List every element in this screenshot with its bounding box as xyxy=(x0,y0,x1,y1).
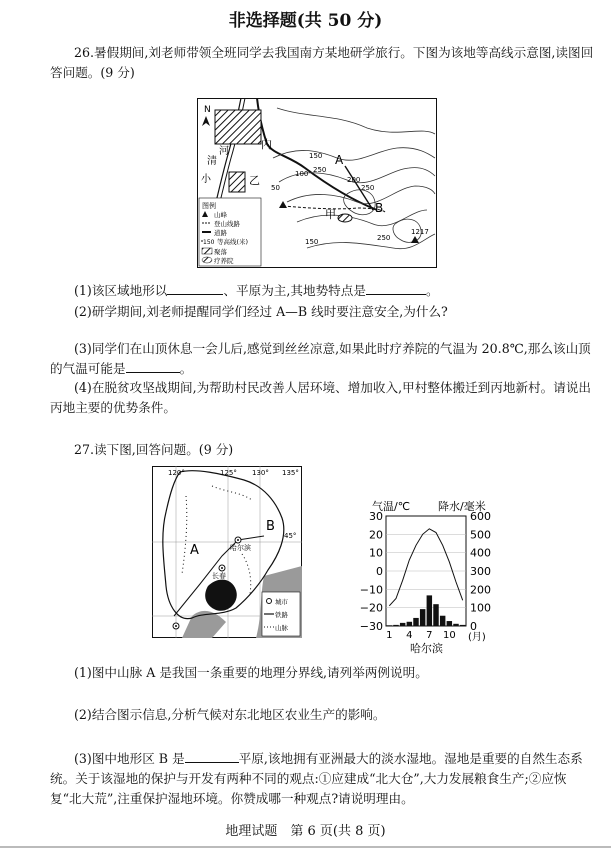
q27-s3-text-b: 平原,该地拥有亚洲最大的淡水湿地。湿地是重要的自然生态系统。关于该湿地的保护与开发有两种不同的观点:①应建成“北大仓”,大力发展粮食生产;②应恢复“北大荒”,注重保护湿地环境。你赞成哪一种观点?请说明理由。 xyxy=(50,751,583,806)
contour-label-3: 150 xyxy=(309,152,323,160)
q27-s3-text-a: (3)图中地形区 B 是 xyxy=(74,751,185,766)
precip-bar-4 xyxy=(407,622,412,626)
legend-railway: 铁路 xyxy=(275,611,288,619)
precip-bar-2 xyxy=(393,625,398,626)
legend-mountain: 山脉 xyxy=(275,624,288,632)
precip-tick-label: 300 xyxy=(470,565,491,578)
north-label: N xyxy=(204,105,211,115)
legend-peak: 山峰 xyxy=(214,211,227,219)
sanatorium-icon xyxy=(202,257,212,263)
x-tick-label: 1 xyxy=(386,630,393,641)
q27-s3 xyxy=(50,749,595,809)
q26-s3-text-b: 。 xyxy=(179,361,193,376)
chart-station: 哈尔滨 xyxy=(410,642,443,654)
q26-intro: 26.暑假期间,刘老师带领全班同学去我国南方某地研学旅行。下图为该地等高线示意图,读图回答问题。(9 分) xyxy=(50,45,594,80)
temp-tick-label: −30 xyxy=(359,620,383,633)
contour-label-2: 100 xyxy=(295,170,309,178)
legend-route: 登山线路 xyxy=(214,220,240,228)
precip-tick-label: 600 xyxy=(470,510,491,523)
precip-tick-label: 0 xyxy=(470,620,477,633)
legend-settlement: 聚落 xyxy=(214,248,227,256)
northeast-china-map xyxy=(152,466,302,638)
precip-bar-11 xyxy=(453,624,458,626)
q26-s3 xyxy=(50,339,595,379)
city-harbin: 哈尔滨 xyxy=(230,544,251,552)
q27-s3-blank[interactable] xyxy=(185,750,239,763)
legend-sanatorium: 疗养院 xyxy=(214,257,234,265)
q26-s3-text-a: (3)同学们在山顶休息一会儿后,感觉到丝丝凉意,如果此时疗养院的气温为 20.8℃,那么该山顶的气温可能是 xyxy=(50,341,591,376)
chart-precip-axis-title: 降水/毫米 xyxy=(438,500,486,513)
precip-bar-10 xyxy=(447,621,452,626)
legend-contour: 等高线(米) xyxy=(217,238,249,246)
place-jia: 甲 xyxy=(325,208,336,221)
precip-bar-6 xyxy=(420,609,425,626)
precip-bar-8 xyxy=(433,604,438,626)
q27-s2: (2)结合图示信息,分析气候对东北地区农业生产的影响。 xyxy=(74,707,386,722)
precip-bar-5 xyxy=(413,618,418,626)
temp-tick-label: −20 xyxy=(359,601,383,615)
river-char-1: 清 xyxy=(207,156,217,167)
q26-s1 xyxy=(50,281,595,301)
precip-bar-9 xyxy=(440,616,445,626)
city-icon xyxy=(267,599,272,604)
river-char-3: 小 xyxy=(201,174,211,185)
legend-contour-number: 150 xyxy=(203,239,215,246)
place-nei: 内 xyxy=(261,138,272,151)
contour-label-4: 200 xyxy=(347,176,361,184)
precip-tick-label: 500 xyxy=(470,528,491,542)
q27-s1: (1)图中山脉 A 是我国一条重要的地理分界线,请列举两例说明。 xyxy=(74,665,428,680)
label-plain-b: B xyxy=(266,519,275,534)
precip-tick-label: 400 xyxy=(470,546,491,560)
legend-road: 道路 xyxy=(214,229,227,237)
lon-125: 125° xyxy=(220,469,237,477)
q26-s4: (4)在脱贫攻坚战期间,为帮助村民改善人居环境、增加收入,甲村整体搬迁到丙地新村。请说出丙地主要的优势条件。 xyxy=(50,380,592,415)
point-a-label: A xyxy=(335,153,344,167)
lon-130: 130° xyxy=(252,469,269,477)
label-mountain-a: A xyxy=(190,543,199,558)
peak-elevation: 1217 xyxy=(411,228,429,236)
page-title: 非选择题(共 50 分) xyxy=(228,11,383,31)
lon-120: 120° xyxy=(168,469,185,477)
lat-45: 45° xyxy=(284,532,297,540)
point-b-label: B xyxy=(375,201,384,215)
contour-map xyxy=(197,98,437,268)
precip-bar-3 xyxy=(400,623,405,626)
precip-bar-12 xyxy=(460,625,465,626)
contour-label-5: 250 xyxy=(313,166,327,174)
x-tick-label: 10 xyxy=(442,630,456,641)
place-yi: 乙 xyxy=(249,174,260,187)
temp-tick-label: 0 xyxy=(376,565,383,578)
contour-label-1: 50 xyxy=(271,184,280,192)
q26-s1-text-a: (1)该区域地形以 xyxy=(74,283,168,298)
temp-line xyxy=(389,529,462,606)
x-tick-label: 7 xyxy=(426,630,433,641)
precip-bar-1 xyxy=(387,625,392,626)
q26-s1-text-b: 、平原为主,其地势特点是 xyxy=(223,283,366,298)
contour-label-6: 150 xyxy=(305,238,319,246)
lon-135: 135° xyxy=(282,469,299,477)
chart-temp-axis-title: 气温/℃ xyxy=(372,500,411,513)
precip-bar-7 xyxy=(427,595,432,626)
q26-s1-blank-1[interactable] xyxy=(167,282,223,295)
temp-tick-label: 20 xyxy=(369,528,383,542)
river-char-2: 河 xyxy=(219,146,229,157)
precip-tick-label: 100 xyxy=(470,601,491,615)
contour-label-8: 250 xyxy=(377,234,391,242)
legend-city: 城市 xyxy=(275,598,288,606)
legend-title: 图例 xyxy=(202,202,216,210)
climate-chart xyxy=(356,494,506,654)
q26-s1-blank-2[interactable] xyxy=(366,282,426,295)
page-footer: 地理试题 第 6 页(共 8 页) xyxy=(225,824,386,839)
temp-tick-label: −10 xyxy=(359,583,383,597)
temp-tick-label: 10 xyxy=(369,546,383,560)
temp-tick-label: 30 xyxy=(369,510,383,523)
q26-s2: (2)研学期间,刘老师提醒同学们经过 A—B 线时要注意安全,为什么? xyxy=(74,304,448,319)
chart-xlabel: (月) xyxy=(468,632,486,643)
q26-s1-text-c: 。 xyxy=(425,283,439,298)
contour-label-7: 250 xyxy=(361,184,375,192)
precip-tick-label: 200 xyxy=(470,583,491,597)
bottom-divider xyxy=(0,846,611,848)
q27-intro: 27.读下图,回答问题。(9 分) xyxy=(74,442,234,457)
q26-s3-blank[interactable] xyxy=(126,360,180,373)
settlement-icon xyxy=(202,248,212,254)
x-tick-label: 4 xyxy=(406,630,413,641)
city-changchun: 长春 xyxy=(212,572,226,580)
